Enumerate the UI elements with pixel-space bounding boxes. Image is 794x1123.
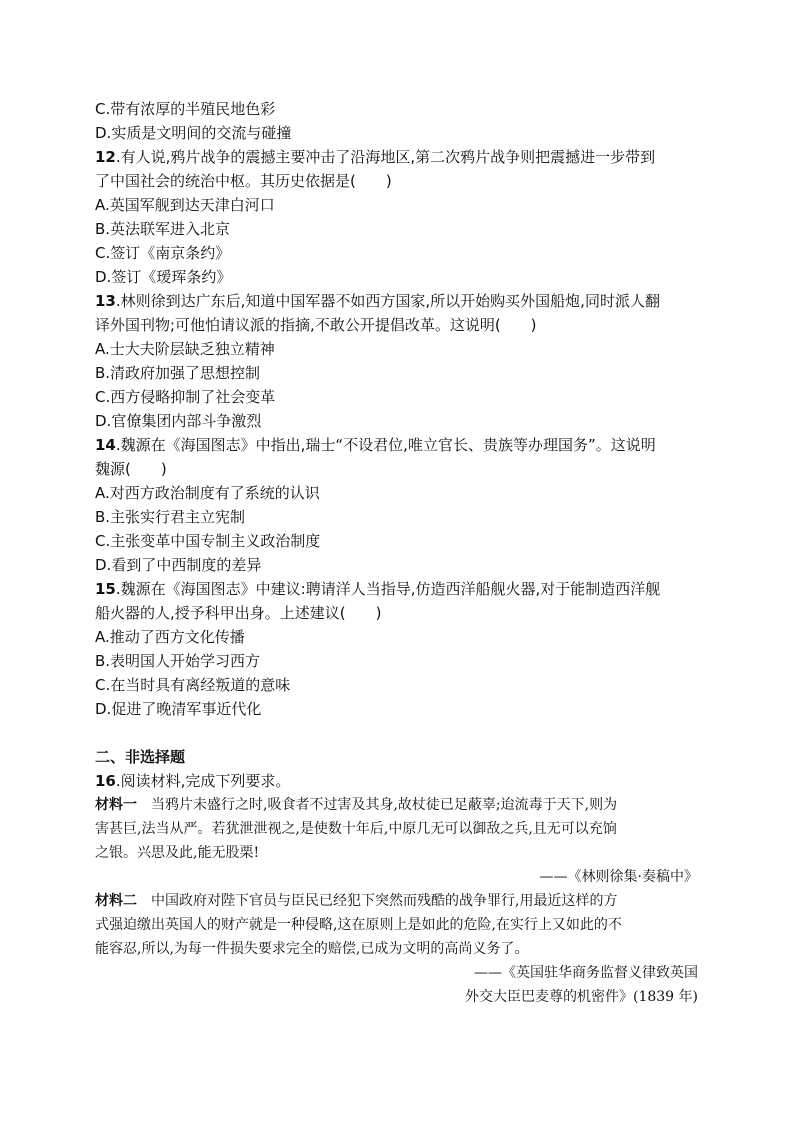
material2-line1 (95, 891, 617, 911)
q14-stem-line1 (95, 435, 656, 455)
q11-option-c: C.带有浓厚的半殖民地色彩 (95, 100, 276, 118)
q15-stem-text1: .魏源在《海国图志》中建议:聘请洋人当指导,仿造西洋船舰火器,对于能制造西洋舰 (115, 580, 661, 598)
q14-stem-line2: 魏源( ) (95, 460, 167, 478)
q13-option-a: A.士大夫阶层缺乏独立精神 (95, 340, 275, 358)
material1-label: 材料一 (95, 797, 137, 813)
material1-line3: 之银。兴思及此,能无股栗! (95, 845, 260, 861)
q13-number: 13 (95, 292, 116, 310)
material1-source: ——《林则徐集·奏稿中》 (539, 869, 698, 885)
q13-option-b: B.清政府加强了思想控制 (95, 364, 261, 382)
material2-source-line2: 外交大臣巴麦尊的机密件》(1839 年) (464, 989, 698, 1005)
q15-stem-line2: 船火器的人,授予科甲出身。上述建议( ) (95, 604, 382, 622)
q14-option-b: B.主张实行君主立宪制 (95, 508, 246, 526)
q13-stem-line1 (95, 291, 660, 311)
q14-stem-text1: .魏源在《海国图志》中指出,瑞士“不设君位,唯立官长、贵族等办理国务”。这说明 (115, 436, 656, 454)
q12-number: 12 (95, 148, 116, 166)
q12-stem-text1: .有人说,鸦片战争的震撼主要冲击了沿海地区,第二次鸦片战争则把震撼进一步带到 (115, 148, 656, 166)
q15-option-a: A.推动了西方文化传播 (95, 628, 245, 646)
q13-option-c: C.西方侵略抑制了社会变革 (95, 388, 276, 406)
material2-label: 材料二 (95, 893, 137, 909)
q15-option-c: C.在当时具有离经叛道的意味 (95, 676, 291, 694)
q15-number: 15 (95, 580, 116, 598)
q13-stem-line2: 译外国刊物;可他怕请议派的指摘,不敢公开提倡改革。这说明( ) (95, 316, 537, 334)
q12-stem-line2: 了中国社会的统治中枢。其历史依据是( ) (95, 172, 392, 190)
q14-number: 14 (95, 436, 116, 454)
q15-option-d: D.促进了晚清军事近代化 (95, 700, 262, 718)
q14-option-d: D.看到了中西制度的差异 (95, 556, 262, 574)
q11-option-d: D.实质是文明间的交流与碰撞 (95, 124, 292, 142)
q12-option-a: A.英国军舰到达天津白河口 (95, 196, 275, 214)
q13-stem-text1: .林则徐到达广东后,知道中国军器不如西方国家,所以开始购买外国船炮,同时派人翻 (115, 292, 660, 310)
q16-number: 16 (95, 772, 116, 790)
q15-option-b: B.表明国人开始学习西方 (95, 652, 261, 670)
material2-text1: 中国政府对陛下官员与臣民已经犯下突然而残酷的战争罪行,用最近这样的方 (151, 893, 618, 909)
material2-source-line1: ——《英国驻华商务监督义律致英国 (474, 965, 698, 981)
q14-option-a: A.对西方政治制度有了系统的认识 (95, 484, 320, 502)
q12-option-b: B.英法联军进入北京 (95, 220, 231, 238)
material2-line2: 式强迫缴出英国人的财产就是一种侵略,这在原则上是如此的危险,在实行上又如此的不 (95, 917, 622, 933)
material2-line3: 能容忍,所以,为每一件损失要求完全的赔偿,已成为文明的高尚义务了。 (95, 941, 529, 957)
material1-line2: 害甚巨,法当从严。若犹泄泄视之,是使数十年后,中原几无可以御敌之兵,且无可以充饷 (95, 821, 617, 837)
material1-text1: 当鸦片未盛行之时,吸食者不过害及其身,故杖徒已足蔽辜;迨流毒于天下,则为 (151, 797, 618, 813)
q12-option-d: D.签订《瑷珲条约》 (95, 268, 232, 286)
q16-stem (95, 771, 290, 791)
section-heading: 二、非选择题 (95, 748, 186, 766)
q12-stem-line1 (95, 147, 655, 167)
q16-stem-text: .阅读材料,完成下列要求。 (115, 772, 291, 790)
q12-option-c: C.签订《南京条约》 (95, 244, 231, 262)
q13-option-d: D.官僚集团内部斗争激烈 (95, 412, 262, 430)
material1-line1 (95, 795, 617, 815)
q15-stem-line1 (95, 579, 660, 599)
q14-option-c: C.主张变革中国专制主义政治制度 (95, 532, 321, 550)
